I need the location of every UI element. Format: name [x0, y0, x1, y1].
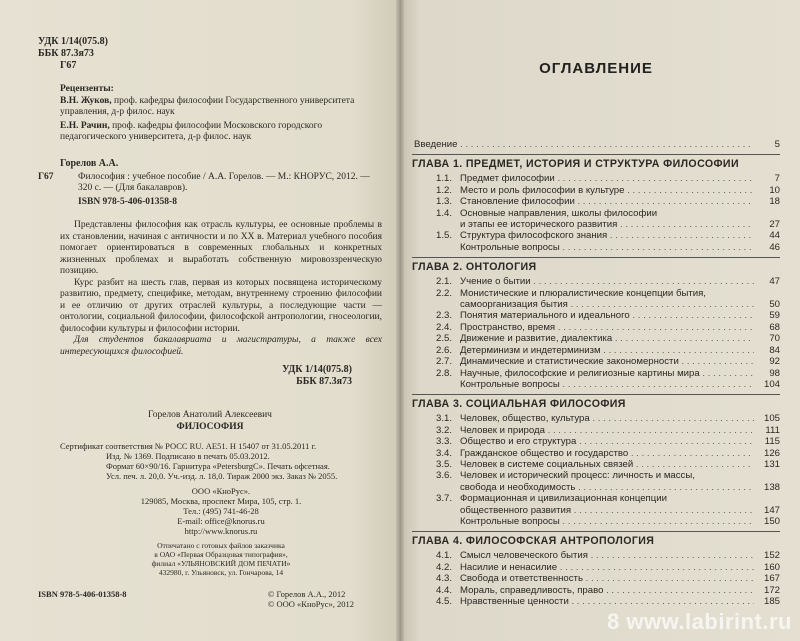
publisher-address: 129085, Москва, проспект Мира, 105, стр. 1. — [140, 496, 302, 506]
isbn-bottom: ISBN 978-5-406-01358-8 — [38, 589, 127, 599]
book-gutter — [396, 0, 404, 641]
chapter-1-title: ГЛАВА 1. ПРЕДМЕТ, ИСТОРИЯ И СТРУКТУРА ФИЛОСОФИИ — [412, 154, 780, 170]
bib-text: Философия : учебное пособие / А.А. Горелов. — М.: КНОРУС, 2012. — 320 с. — (Для бакалавров). — [78, 171, 370, 193]
publisher-web: http://www.knorus.ru — [184, 526, 258, 536]
udk-code-2: УДК 1/14(075.8) — [282, 364, 352, 375]
toc-item: 2.2. Монистические и плюралистические концепции бытия, — [435, 287, 706, 299]
publisher-email: E-mail: office@knorus.ru — [177, 516, 265, 526]
format-info: Формат 60×90/16. Гарнитура «PetersburgC». Печать офсетная. — [106, 461, 330, 471]
toc-item: 1.1. Предмет философии . . . 7 — [412, 173, 780, 184]
toc-item: 1.2. Место и роль философии в культуре . . . 10 — [412, 185, 780, 196]
toc-item: 2.8. Научные, философские и религиозные картины мира . . . 98 — [412, 368, 780, 379]
chapter-4-title: ГЛАВА 4. ФИЛОСОФСКАЯ АНТРОПОЛОГИЯ — [412, 531, 780, 547]
printed-3: филиал «УЛЬЯНОВСКИЙ ДОМ ПЕЧАТИ» — [151, 559, 291, 568]
copyrights — [268, 589, 372, 609]
isbn-main: ISBN 978-5-406-01358-8 — [78, 196, 177, 207]
bbk-code-2: ББК 87.3я73 — [296, 376, 352, 387]
toc-intro-page: 5 — [774, 139, 780, 150]
toc-item: 1.3. Становление философии . . . 18 — [412, 196, 780, 207]
izd-info: Изд. № 1369. Подписано в печать 05.03.2012. — [106, 451, 270, 461]
toc-item: 4.5. Нравственные ценности . . . 185 — [412, 596, 780, 607]
toc-item: 1.4. Основные направления, школы философии — [435, 207, 658, 219]
toc-item: 3.1. Человек, общество, культура . . . 105 — [412, 413, 780, 424]
chapter-3-title: ГЛАВА 3. СОЦИАЛЬНАЯ ФИЛОСОФИЯ — [412, 394, 780, 410]
bib-description — [38, 172, 382, 195]
toc-intro — [412, 139, 780, 150]
toc-item: 3.5. Человек в системе социальных связей . . . 131 — [412, 459, 780, 470]
annotation — [38, 220, 382, 358]
toc-item: 3.7. Формационная и цивилизационная концепции — [435, 493, 667, 505]
printed-1: Отпечатано с готовых файлов заказчика — [157, 541, 285, 550]
certificate: Сертификат соответствия № РОСС RU. АЕ51. Н 15407 от 31.05.2011 г. — [60, 441, 317, 451]
toc-item: 1.5. Структура философского знания . . . 44 — [412, 230, 780, 241]
reviewer-1 — [60, 96, 382, 119]
toc-item: 4.3. Свобода и ответственность . . . 167 — [412, 573, 780, 584]
toc-item: Контрольные вопросы . . . 150 — [412, 516, 780, 527]
copyright-publisher: © ООО «КноРус», 2012 — [267, 599, 354, 609]
toc-item: 2.4. Пространство, время . . . 68 — [412, 322, 780, 333]
toc-item: 2.1. Учение о бытии . . . 47 — [412, 276, 780, 287]
watermark: 8 www.labirint.ru — [607, 609, 792, 634]
chapter-2-title: ГЛАВА 2. ОНТОЛОГИЯ — [412, 257, 780, 273]
chapter-3-items — [412, 413, 780, 527]
toc-item: 3.6. Человек и исторический процесс: личность и массы, — [435, 470, 695, 482]
toc-item: Контрольные вопросы . . . 46 — [412, 242, 780, 253]
reviewers-title: Рецензенты: — [60, 84, 114, 94]
chapter-1-items — [412, 173, 780, 253]
chapter-2-items — [412, 276, 780, 390]
toc-item: Контрольные вопросы . . . 104 — [412, 379, 780, 390]
copyright-author: © Горелов А.А., 2012 — [267, 589, 346, 599]
toc-title: ОГЛАВЛЕНИЕ — [539, 60, 653, 77]
toc-item: 2.6. Детерминизм и индетерминизм . . . 84 — [412, 345, 780, 356]
toc-item: 3.3. Общество и его структура . . . 115 — [412, 436, 780, 447]
reviewer-2 — [60, 121, 382, 144]
book-title: ФИЛОСОФИЯ — [176, 421, 244, 432]
imprint — [38, 441, 382, 577]
toc-item: 2.7. Динамические и статистические закономерности . . . 92 — [412, 356, 780, 367]
right-page — [400, 0, 800, 641]
left-footer — [38, 589, 382, 609]
toc-item: 2.5. Движение и развитие, диалектика . . . 70 — [412, 333, 780, 344]
annotation-para-2: Курс разбит на шесть глав, первая из которых посвящена историческому развитию, предмету, специфике, методам, внутреннему строению философии и ее отличию от других отраслей культуры, а последующие части — онтологии, социальной философии, философской антропологии, гносеологии, философии культуры и философии истории. — [60, 277, 382, 334]
reviewer-1-name: В.Н. Жуков, — [60, 95, 112, 106]
toc-item-continued: общественного развития . . . 147 — [412, 505, 780, 516]
toc-item: 2.3. Понятия материального и идеального . . . 59 — [412, 310, 780, 321]
printed-2: в ОАО «Первая Образцовая типография», — [154, 550, 288, 559]
reviewer-1-text: проф. кафедры философии Государственного университета управления, д-р филос. наук — [60, 95, 355, 117]
toc-intro-label: Введение . . . — [414, 139, 754, 150]
toc-item: 4.4. Мораль, справедливость, право . . . 172 — [412, 585, 780, 596]
udk-code: УДК 1/14(075.8) — [38, 36, 108, 47]
chapter-4-items — [412, 550, 780, 607]
author-mark: Г67 — [38, 171, 54, 182]
audience-note: Для студентов бакалавриата и магистратуры, а также всех интересующихся философией. — [60, 335, 382, 357]
reviewer-2-name: Е.Н. Рачин, — [60, 120, 110, 131]
toc-item: 4.1. Смысл человеческого бытия . . . 152 — [412, 550, 780, 561]
bbk-code: ББК 87.3я73 — [38, 48, 94, 59]
annotation-para-1: Представлены философия как отрасль культуры, ее основные проблемы в их становлении, начиная с античности и по XX в. Материал учебного пособия помогает ориентироваться в современных глобальных и конкретных жизненных проблемах и выработать собственную мировоззренческую позицию. — [60, 220, 382, 276]
toc-item-continued: и этапы ее исторического развития . . . 27 — [412, 219, 780, 230]
toc-item: 3.2. Человек и природа . . . 111 — [412, 425, 780, 436]
toc-item: 4.2. Насилие и ненасилие . . . 160 — [412, 562, 780, 573]
toc-item-continued: свобода и необходимость . . . 138 — [412, 482, 780, 493]
toc-item: 3.4. Гражданское общество и государство . . . 126 — [412, 448, 780, 459]
author-full-name: Горелов Анатолий Алексеевич — [148, 410, 272, 420]
publisher-tel: Тел.: (495) 741-46-28 — [183, 506, 259, 516]
reviewers-block — [38, 84, 382, 144]
author-heading: Горелов А.А. — [60, 157, 119, 169]
printed-4: 432980, г. Ульяновск, ул. Гончарова, 14 — [158, 568, 284, 577]
author-mark-top: Г67 — [60, 60, 77, 71]
toc-item-continued: самоорганизация бытия . . . 50 — [412, 299, 780, 310]
print-info: Усл. печ. л. 20,0. Уч.-изд. л. 18,0. Тираж 2000 экз. Заказ № 2055. — [106, 471, 338, 481]
publisher: ООО «КноРус». — [191, 486, 251, 496]
reviewer-2-text: проф. кафедры философии Московского городского педагогического университета, д-р филос. наук — [60, 120, 323, 142]
